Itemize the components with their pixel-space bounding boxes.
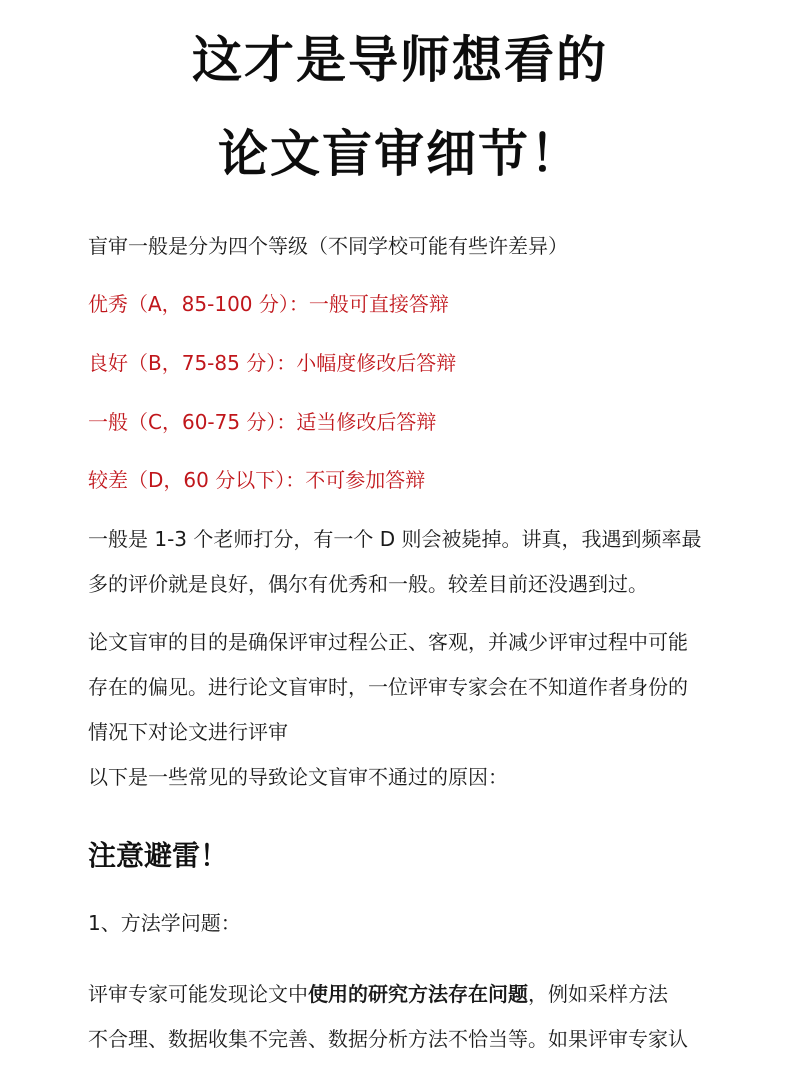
item-1-title: 1、方法学问题： [88,911,241,935]
item-1-body-line-2: 不合理、数据收集不完善、数据分析方法不恰当等。如果评审专家认 [88,1027,688,1051]
item-1-body-prefix: 评审专家可能发现论文中 [88,982,308,1006]
item-1-body-suffix: ，例如采样方法 [528,982,668,1006]
grade-poor: 较差（D，60 分以下）：不可参加答辩 [88,468,426,492]
paragraph-purpose-line-1: 论文盲审的目的是确保评审过程公正、客观，并减少评审过程中可能 [88,630,688,654]
intro-text: 盲审一般是分为四个等级（不同学校可能有些许差异） [88,234,568,258]
item-1-body-emphasis: 使用的研究方法存在问题 [308,982,528,1006]
section-heading-warning: 注意避雷！ [88,839,229,872]
grade-average: 一般（C，60-75 分）：适当修改后答辩 [88,410,437,434]
item-1-body-line-1 [88,982,668,1006]
page-title-line-1: 这才是导师想看的 [192,31,608,89]
paragraph-scoring-line-1: 一般是 1-3 个老师打分，有一个 D 则会被毙掉。讲真，我遇到频率最 [88,527,702,551]
paragraph-purpose-line-3: 情况下对论文进行评审 [88,720,288,744]
paragraph-scoring-line-2: 多的评价就是良好，偶尔有优秀和一般。较差目前还没遇到过。 [88,572,648,596]
page-title-line-2: 论文盲审细节！ [218,125,582,183]
grade-good: 良好（B，75-85 分）：小幅度修改后答辩 [88,351,457,375]
paragraph-purpose-line-2: 存在的偏见。进行论文盲审时，一位评审专家会在不知道作者身份的 [88,675,688,699]
reasons-intro: 以下是一些常见的导致论文盲审不通过的原因： [88,765,508,789]
grade-excellent: 优秀（A，85-100 分）：一般可直接答辩 [88,292,449,316]
